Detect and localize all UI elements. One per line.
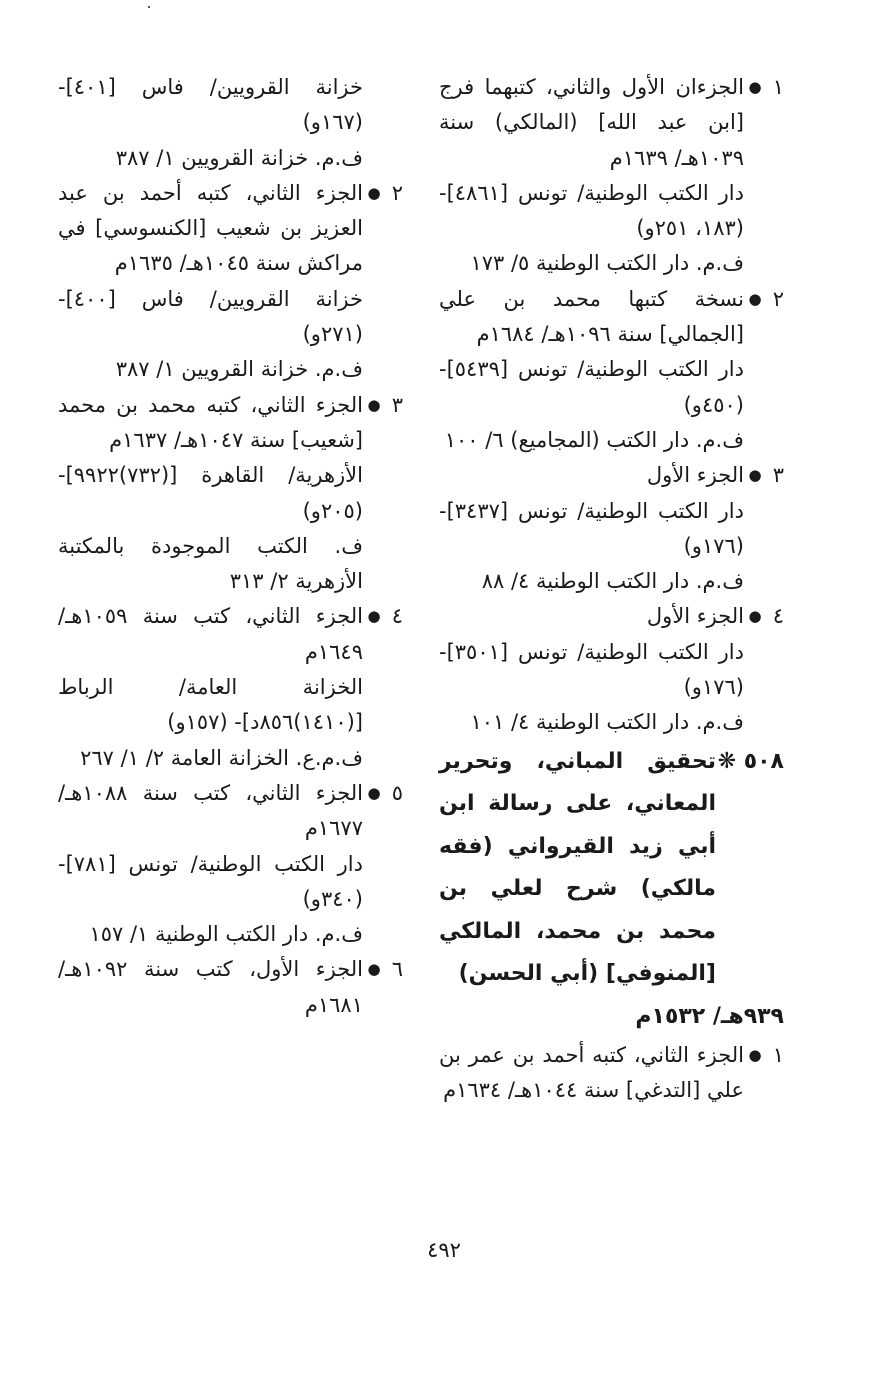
holding-line: ف.م.ع. الخزانة العامة ٢/ ١/ ٢٦٧ bbox=[80, 745, 363, 770]
bullet-icon: ● bbox=[748, 78, 762, 96]
work-number: ٥٠٨ ❋ bbox=[717, 748, 784, 774]
holding-line: دار الكتب الوطنية/ تونس [٧٨١]- (٣٤٠و) bbox=[58, 851, 363, 911]
entry-text: الجزء الثاني، كتبه أحمد بن عبد العزيز بن شعيب [الكنسوسي] في مراكش سنة ١٠٤٥هـ/ ١٦٣٥م bbox=[58, 180, 363, 276]
entry-number: ٢ bbox=[772, 286, 784, 311]
entry-number: ١ bbox=[772, 1043, 784, 1068]
entry-text: الجزء الثاني، كتب سنة ١٠٨٨هـ/ ١٦٧٧م bbox=[58, 780, 363, 841]
entry-text: الجزءان الأول والثاني، كتبهما فرج [ابن عبد الله] (المالكي) سنة ١٠٣٩هـ/ ١٦٣٩م bbox=[439, 75, 744, 170]
right-column bbox=[439, 70, 784, 1109]
copy-entry bbox=[58, 952, 403, 1023]
work-heading bbox=[439, 741, 784, 996]
copy-entry bbox=[439, 1038, 784, 1109]
bullet-icon: ● bbox=[748, 289, 762, 308]
page-number: ٤٩٢ bbox=[427, 1238, 461, 1262]
entry-number: ٣ bbox=[391, 392, 403, 417]
holding-line: دار الكتب الوطنية/ تونس [٤٨٦١]- (١٨٣، ٢٥١و) bbox=[439, 180, 744, 241]
entry-number: ٦ bbox=[391, 957, 403, 982]
entry-text: الجزء الثاني، كتبه أحمد بن عمر بن علي [التدغي] سنة ١٠٤٤هـ/ ١٦٣٤م bbox=[439, 1043, 744, 1103]
holding-line: ف.م. خزانة القرويين ١/ ٣٨٧ bbox=[115, 357, 363, 382]
entry-number: ١ bbox=[772, 75, 784, 99]
entry-text: الجزء الثاني، كتبه محمد بن محمد [شعيب] سنة ١٠٤٧هـ/ ١٦٣٧م bbox=[58, 392, 363, 452]
bullet-icon: ● bbox=[748, 607, 762, 626]
copy-entry bbox=[58, 599, 403, 670]
entry-text: نسخة كتبها محمد بن علي [الجمالي] سنة ١٠٩٦هـ/ ١٦٨٤م bbox=[439, 286, 744, 347]
bullet-icon: ● bbox=[367, 607, 381, 626]
entry-text: الجزء الأول، كتب سنة ١٠٩٢هـ/ ١٦٨١م bbox=[58, 957, 363, 1017]
holding-line: الأزهرية/ القاهرة [(٧٣٢)٩٩٢٢]- (٢٠٥و) bbox=[58, 463, 363, 523]
entry-text: الجزء الثاني، كتب سنة ١٠٥٩هـ/ ١٦٤٩م bbox=[58, 604, 363, 664]
holding-line: خزانة القرويين/ فاس [٤٠١]- (١٦٧و) bbox=[58, 75, 363, 135]
copy-entry bbox=[58, 776, 403, 847]
bullet-icon: ● bbox=[748, 466, 762, 485]
holding-line: ف.م. دار الكتب الوطنية ٤/ ٨٨ bbox=[481, 569, 744, 594]
copy-entry bbox=[439, 282, 784, 353]
holding-line: ف.م. دار الكتب الوطنية ١/ ١٥٧ bbox=[89, 922, 363, 947]
author-death-date: ٩٣٩هـ/ ١٥٣٢م bbox=[635, 1003, 784, 1029]
copy-entry bbox=[58, 388, 403, 459]
holding-line: دار الكتب الوطنية/ تونس [٣٥٠١]- (١٧٦و) bbox=[439, 639, 744, 700]
holding-line: دار الكتب الوطنية/ تونس [٥٤٣٩]- (٤٥٠و) bbox=[439, 357, 744, 417]
entry-number: ٥ bbox=[391, 780, 403, 805]
bullet-icon: ● bbox=[367, 395, 381, 414]
holding-line: دار الكتب الوطنية/ تونس [٣٤٣٧]- (١٧٦و) bbox=[439, 498, 744, 558]
holding-line: خزانة القرويين/ فاس [٤٠٠]- (٢٧١و) bbox=[58, 286, 363, 347]
entry-number: ٤ bbox=[391, 604, 403, 629]
holding-line: ف.م. خزانة القرويين ١/ ٣٨٧ bbox=[115, 145, 363, 170]
bullet-icon: ● bbox=[367, 960, 381, 979]
copy-entry bbox=[439, 458, 784, 493]
holding-line: الخزانة العامة/ الرباط [(١٤١٠)٨٥٦د]- (١٥٧و) bbox=[58, 675, 363, 735]
holding-line: ف.م. دار الكتب (المجاميع) ٦/ ١٠٠ bbox=[444, 427, 744, 452]
entry-number: ٣ bbox=[772, 463, 784, 488]
entry-number: ٢ bbox=[391, 180, 403, 205]
entry-text: الجزء الأول bbox=[646, 463, 744, 488]
holding-line: ف.م. دار الكتب الوطنية ٤/ ١٠١ bbox=[470, 710, 744, 735]
copy-entry bbox=[439, 70, 784, 176]
entry-number: ٤ bbox=[772, 604, 784, 629]
scan-speck bbox=[148, 6, 150, 8]
holding-line: ف. الكتب الموجودة بالمكتبة الأزهرية ٢/ ٣١٣ bbox=[58, 533, 363, 594]
bullet-icon: ● bbox=[748, 1046, 762, 1065]
work-heading-block bbox=[439, 741, 784, 1039]
bullet-icon: ● bbox=[367, 783, 381, 802]
holding-line: ف.م. دار الكتب الوطنية ٥/ ١٧٣ bbox=[470, 251, 744, 276]
copy-entry bbox=[58, 176, 403, 282]
copy-entry bbox=[439, 599, 784, 634]
left-column bbox=[58, 70, 403, 1023]
bullet-icon: ● bbox=[367, 183, 381, 202]
work-title: تحقيق المباني، وتحرير المعاني، على رسالة ابن أبي زيد القيرواني (فقه مالكي) شرح لعلي بن محمد بن محمد، المالكي [المنوفي] (أبي الحسن) bbox=[439, 748, 716, 987]
entry-text: الجزء الأول bbox=[646, 604, 744, 629]
